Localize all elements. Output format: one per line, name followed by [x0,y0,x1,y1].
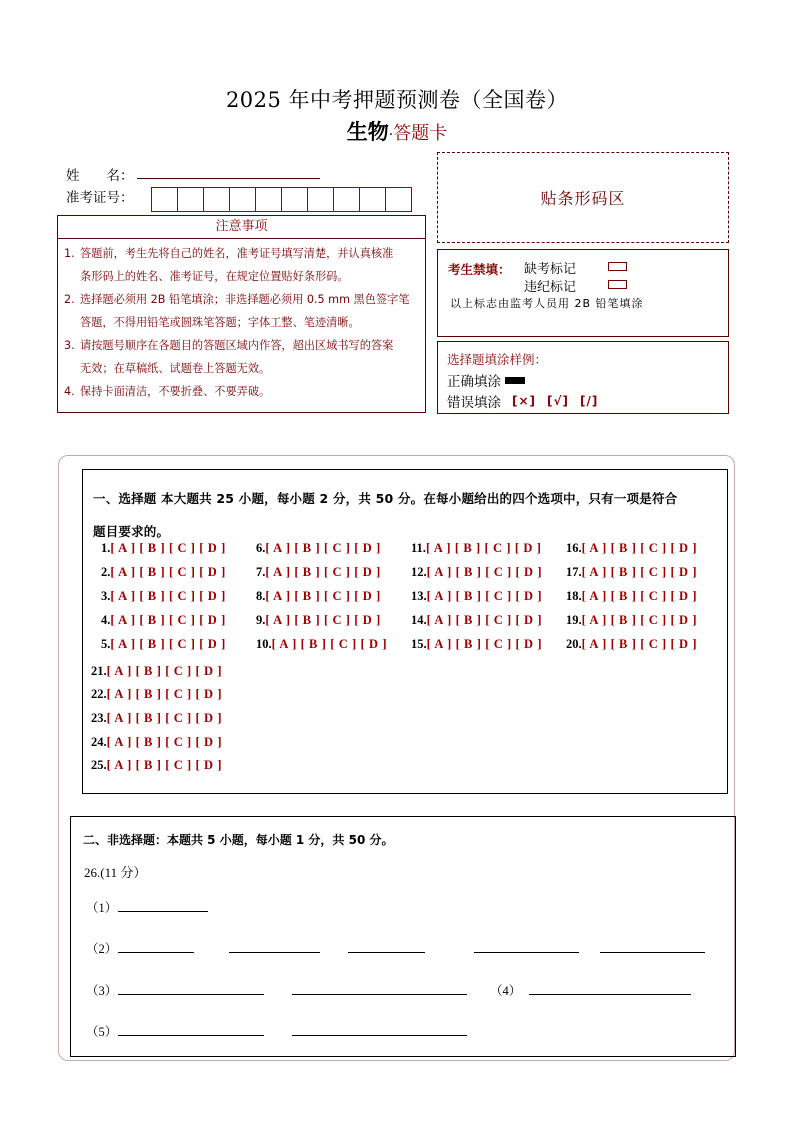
free-response-section [70,816,736,1057]
absent-mark-label: 缺考标记 [524,262,577,277]
answer-blank[interactable] [229,952,320,953]
notice-item: 4. 保持卡面清洁，不要折叠、不要弄破。 [64,385,271,398]
question-row [566,565,697,580]
answer-options[interactable]: [ A ] [ B ] [ C ] [ D ] [106,711,223,725]
question-number: 10. [256,637,272,651]
answer-blank[interactable] [292,994,467,995]
absent-mark-box[interactable] [608,262,627,271]
question-row [411,613,542,628]
exam-id-digit-box[interactable] [203,187,230,212]
answer-options[interactable]: [ A ] [ B ] [ C ] [ D ] [581,637,698,651]
answer-blank[interactable] [529,994,691,995]
exam-id-label: 准考证号： [66,190,134,206]
answer-blank[interactable] [118,911,208,912]
part-4-label: （4） [490,984,522,998]
question-row [91,664,222,679]
answer-options[interactable]: [ A ] [ B ] [ C ] [ D ] [426,613,543,627]
exam-id-digit-box[interactable] [281,187,308,212]
answer-options[interactable]: [ A ] [ B ] [ C ] [ D ] [110,565,226,579]
correct-fill-row [447,370,525,390]
question-number: 4. [101,613,111,627]
answer-options[interactable]: [ A ] [ B ] [ C ] [ D ] [265,613,381,627]
part-2-label: （2） [86,942,118,956]
question-number: 25. [91,758,107,772]
question-number: 22. [91,687,107,701]
wrong-fill-label: 错误填涂 [447,395,501,411]
filled-bubble-icon [505,377,525,384]
answer-blank[interactable] [348,952,425,953]
question-row [411,541,541,556]
question-number: 13. [411,589,427,603]
answer-card-label: 答题卡 [393,123,448,144]
question-number: 11. [411,541,426,555]
answer-options[interactable]: [ A ] [ B ] [ C ] [ D ] [426,589,543,603]
question-number: 20. [566,637,582,651]
violation-mark-label: 违纪标记 [524,280,577,295]
exam-id-digit-box[interactable] [307,187,334,212]
question-number: 23. [91,711,107,725]
answer-blank[interactable] [600,952,705,953]
part-1-label: （1） [86,901,118,915]
wrong-fill-row [447,391,598,411]
question-number: 3. [101,589,111,603]
answer-blank[interactable] [118,952,194,953]
wrong-check-icon: [√] [547,394,570,408]
question-row [101,613,226,628]
answer-options[interactable]: [ A ] [ B ] [ C ] [ D ] [425,541,542,555]
question-row [101,637,226,652]
name-field[interactable] [137,178,320,179]
answer-options[interactable]: [ A ] [ B ] [ C ] [ D ] [271,637,388,651]
question-row [91,735,222,750]
exam-id-digit-box[interactable] [359,187,386,212]
free-response-instructions: 二、非选择题：本题共 5 小题，每小题 1 分，共 50 分。 [83,833,394,847]
exam-id-digit-box[interactable] [151,187,178,212]
answer-blank[interactable] [474,952,579,953]
page-title: 2025 年中考押题预测卷（全国卷） [225,88,569,112]
fill-sample-title: 选择题填涂样例： [447,352,548,367]
answer-options[interactable]: [ A ] [ B ] [ C ] [ D ] [106,664,223,678]
question-number: 17. [566,565,582,579]
question-26-label: 26.(11 分） [84,865,147,880]
question-number: 6. [256,541,266,555]
answer-options[interactable]: [ A ] [ B ] [ C ] [ D ] [265,541,381,555]
question-row [566,541,697,556]
question-number: 8. [256,589,266,603]
exam-id-digit-box[interactable] [229,187,256,212]
proctor-marks-box [437,249,729,337]
answer-options[interactable]: [ A ] [ B ] [ C ] [ D ] [426,637,543,651]
question-row [411,565,542,580]
part-5-label: （5） [86,1025,118,1039]
question-row [101,565,226,580]
question-number: 15. [411,637,427,651]
question-number: 5. [101,637,111,651]
correct-fill-label: 正确填涂 [447,374,501,390]
part-3-label: （3） [86,984,118,998]
exam-id-digit-box[interactable] [333,187,360,212]
question-row [91,687,222,702]
question-number: 2. [101,565,111,579]
question-row [91,758,222,773]
exam-id-digit-box[interactable] [255,187,282,212]
notice-item: 1. 答题前，考生先将自己的姓名，准考证号填写清楚，并认真核准 条形码上的姓名、准考证号，在规定位置贴好条形码。 [64,247,394,283]
answer-options[interactable]: [ A ] [ B ] [ C ] [ D ] [581,541,698,555]
question-number: 18. [566,589,582,603]
notice-list [58,239,425,403]
notice-item: 2. 选择题必须用 2B 铅笔填涂；非选择题必须用 0.5 mm 黑色签字笔 答题，不得用铅笔或圆珠笔答题；字体工整、笔迹清晰。 [64,293,410,329]
question-row [256,541,381,556]
question-row [101,589,226,604]
question-number: 7. [256,565,266,579]
answer-blank[interactable] [118,994,264,995]
question-row [256,637,387,652]
question-row [101,541,226,556]
notice-item: 3. 请按题号顺序在各题目的答题区域内作答，超出区域书写的答案 无效；在草稿纸、试题卷上答题无效。 [64,339,394,375]
notice-box [57,215,426,413]
answer-options[interactable]: [ A ] [ B ] [ C ] [ D ] [581,589,698,603]
barcode-area [437,152,729,243]
question-number: 19. [566,613,582,627]
page-subtitle [0,116,794,146]
barcode-area-label: 贴条形码区 [540,189,626,208]
answer-options[interactable]: [ A ] [ B ] [ C ] [ D ] [106,735,223,749]
wrong-cross-icon: [×] [512,394,537,408]
question-row [91,711,222,726]
question-row [411,637,542,652]
fill-sample-box [437,341,729,414]
exam-id-digit-box[interactable] [385,187,412,212]
exam-id-boxes [151,187,412,212]
title-separator: · [388,127,394,143]
answer-options[interactable]: [ A ] [ B ] [ C ] [ D ] [265,565,381,579]
notice-title: 注意事项 [58,216,425,239]
answer-options[interactable]: [ A ] [ B ] [ C ] [ D ] [581,565,698,579]
question-row [411,589,542,604]
answer-blank[interactable] [118,1035,264,1036]
question-row [566,613,697,628]
violation-mark-box[interactable] [608,280,627,289]
answer-blank[interactable] [292,1035,467,1036]
subject-name: 生物 [346,120,389,144]
proctor-only-label: 考生禁填： [448,262,511,277]
wrong-slash-icon: [/] [580,394,599,408]
question-number: 9. [256,613,266,627]
answer-options[interactable]: [ A ] [ B ] [ C ] [ D ] [110,613,226,627]
answer-options[interactable]: [ A ] [ B ] [ C ] [ D ] [426,565,543,579]
multiple-choice-instructions: 一、选择题 本大题共 25 小题，每小题 2 分，共 50 分。在每小题给出的四个选项中，只有一项是符合 题目要求的。 [93,491,678,539]
question-row [256,565,381,580]
question-number: 14. [411,613,427,627]
answer-options[interactable]: [ A ] [ B ] [ C ] [ D ] [265,589,381,603]
question-row [256,613,381,628]
question-row [256,589,381,604]
name-label: 姓 名： [66,168,134,184]
question-number: 1. [101,541,111,555]
answer-options[interactable]: [ A ] [ B ] [ C ] [ D ] [581,613,698,627]
answer-options[interactable]: [ A ] [ B ] [ C ] [ D ] [110,541,226,555]
exam-id-digit-box[interactable] [177,187,204,212]
proctor-note: 以上标志由监考人员用 2B 铅笔填涂 [450,297,644,310]
question-number: 21. [91,664,107,678]
answer-options[interactable]: [ A ] [ B ] [ C ] [ D ] [110,589,226,603]
question-row [566,637,697,652]
answer-options[interactable]: [ A ] [ B ] [ C ] [ D ] [110,637,226,651]
question-number: 24. [91,735,107,749]
question-number: 12. [411,565,427,579]
answer-options[interactable]: [ A ] [ B ] [ C ] [ D ] [106,687,223,701]
question-number: 16. [566,541,582,555]
answer-options[interactable]: [ A ] [ B ] [ C ] [ D ] [106,758,223,772]
question-row [566,589,697,604]
